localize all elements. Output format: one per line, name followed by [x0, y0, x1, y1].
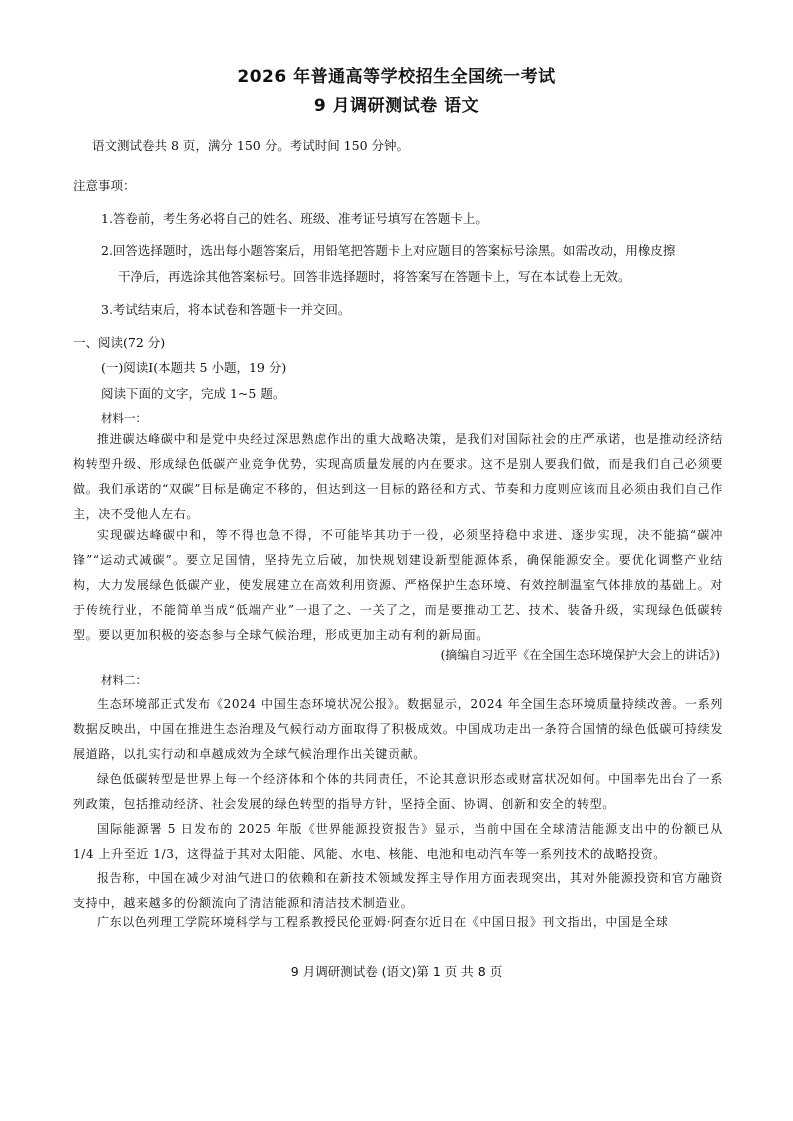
- material-2-paragraph-1: 生态环境部正式发布《2024 中国生态环境状况公报》。数据显示，2024 年全国生态环境质量持续改善。一系列数据反映出，中国在推进生态治理及气候行动方面取得了积极成效。中国成功走出一条符合国情的绿色低碳可持续发展道路，以扎实行动和卓越成效为全球气候治理作出关键贡献。: [73, 697, 723, 761]
- material-1-label: 材料一：: [101, 411, 147, 425]
- material-2-paragraph-2: 绿色低碳转型是世界上每一个经济体和个体的共同责任，不论其意识形态或财富状况如何。中国率先出台了一系列政策，包括推动经济、社会发展的绿色转型的指导方针，坚持全面、协调、创新和安全的转型。: [73, 772, 723, 811]
- notice-item-3: 3.考试结束后，将本试卷和答题卡一并交回。: [101, 302, 351, 317]
- page-footer: 9 月调研测试卷 (语文)第 1 页 共 8 页: [290, 964, 503, 979]
- subsection-heading: (一)阅读Ⅰ(本题共 5 小题，19 分): [101, 360, 287, 375]
- exam-subtitle: 9 月调研测试卷 语文: [313, 96, 480, 116]
- material-2-paragraph-3: 国际能源署 5 日发布的 2025 年版《世界能源投资报告》显示，当前中国在全球清洁能源支出中的份额已从 1/4 上升至近 1/3，这得益于其对太阳能、风能、水电、核能、电池和电动汽车等一系列技术的战略投资。: [73, 822, 723, 861]
- material-1-source: (摘编自习近平《在全国生态环境保护大会上的讲话》): [440, 648, 720, 662]
- material-2-label: 材料二：: [101, 673, 147, 687]
- material-2-paragraph-4: 报告称，中国在减少对油气进口的依赖和在新技术领域发挥主导作用方面表现突出，其对外能源投资和官方融资支持中，越来越多的份额流向了清洁能源和清洁技术制造业。: [73, 871, 723, 910]
- material-1-paragraph-2: 实现碳达峰碳中和，等不得也急不得，不可能毕其功于一役，必须坚持稳中求进、逐步实现，决不能搞“碳冲锋”“运动式减碳”。要立足国情，坚持先立后破，加快规划建设新型能源体系，确保能源安全。要优化调整产业结构，大力发展绿色低碳产业，使发展建立在高效利用资源、严格保护生态环境、有效控制温室气体排放的基础上。对于传统行业，不能简单当成“低端产业”一退了之、一关了之，而是要推动工艺、技术、装备升级，实现绿色低碳转型。要以更加积极的姿态参与全球气候治理，形成更加主动有利的新局面。: [73, 528, 723, 642]
- material-1-paragraph-1: 推进碳达峰碳中和是党中央经过深思熟虑作出的重大战略决策，是我们对国际社会的庄严承诺，也是推动经济结构转型升级、形成绿色低碳产业竞争优势，实现高质量发展的内在要求。这不是别人要我们做，而是我们自己必须要做。我们承诺的“双碳”目标是确定不移的，但达到这一目标的路径和方式、节奏和力度则应该而且必须由我们自己作主，决不受他人左右。: [73, 432, 723, 521]
- reading-instruction: 阅读下面的文字，完成 1~5 题。: [101, 386, 286, 401]
- notice-item-1: 1.答卷前，考生务必将自己的姓名、班级、准考证号填写在答题卡上。: [101, 211, 488, 226]
- exam-intro: 语文测试卷共 8 页，满分 150 分。考试时间 150 分钟。: [92, 138, 410, 153]
- notice-item-2-line-1: 2.回答选择题时，选出每小题答案后，用铅笔把答题卡上对应题目的答案标号涂黑。如需改动，用橡皮擦: [101, 243, 676, 258]
- notice-item-2-line-2: 干净后，再选涂其他答案标号。回答非选择题时，将答案写在答题卡上，写在本试卷上无效。: [118, 269, 631, 284]
- material-2-paragraph-5: 广东以色列理工学院环境科学与工程系教授民伦亚姆·阿查尔近日在《中国日报》刊文指出，中国是全球: [97, 915, 669, 929]
- exam-title: 2026 年普通高等学校招生全国统一考试: [237, 67, 556, 87]
- notice-heading: 注意事项：: [73, 178, 136, 193]
- section-heading: 一、阅读(72 分): [73, 335, 166, 350]
